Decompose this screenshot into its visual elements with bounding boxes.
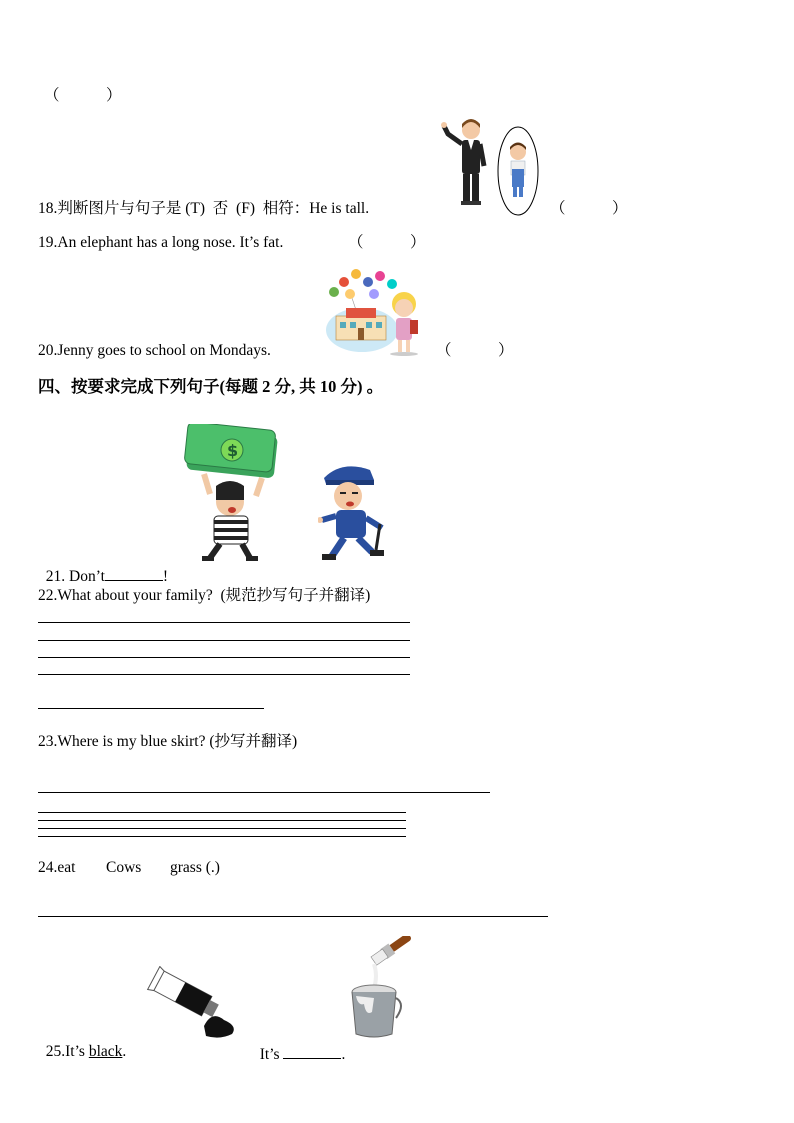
svg-text:$: $ (227, 441, 239, 460)
question-21 (38, 550, 168, 584)
section-4-heading: 四、按要求完成下列句子(每题 2 分, 共 10 分) 。 (38, 377, 384, 396)
q25-blank[interactable] (283, 1044, 341, 1059)
boy-and-man-picture (438, 114, 548, 216)
q24-writing-line[interactable] (38, 916, 548, 917)
q20-answer-paren: （ ） (436, 342, 514, 359)
q24-word-2: Cows (106, 859, 142, 876)
q22-writing-line-2[interactable] (38, 640, 410, 641)
q25-prefix: 25.It’s (45, 1042, 89, 1060)
question-18: 18.判断图片与句子是 (T) 否 (F) 相符：He is tall. (38, 200, 370, 217)
paint-bucket-picture (344, 936, 428, 1042)
paint-tube-picture (142, 966, 242, 1042)
q21-prefix: 21. Don’t (45, 567, 105, 585)
q25-end: . (341, 1045, 346, 1063)
q24-word-1: 24.eat (38, 859, 76, 876)
q24-word-3: grass (.) (170, 859, 220, 876)
q22-writing-line-3[interactable] (38, 657, 410, 658)
q21-suffix: ! (162, 567, 169, 585)
question-23: 23.Where is my blue skirt? (抄写并翻译) (38, 733, 298, 750)
q25-its: It’s (259, 1045, 280, 1063)
question-20: 20.Jenny goes to school on Mondays. (38, 342, 271, 359)
school-girl-picture (322, 268, 432, 358)
question-19: 19.An elephant has a long nose. It’s fat. (38, 234, 284, 251)
q25-period: . (122, 1042, 127, 1060)
q23-writing-line-1[interactable] (38, 792, 490, 793)
policeman-picture (318, 460, 398, 564)
thief-with-money-picture (184, 424, 284, 566)
q25-underlined-word: black (88, 1042, 123, 1060)
q23-writing-line-5[interactable] (38, 836, 406, 837)
question-25 (38, 1028, 126, 1059)
q23-writing-line-4[interactable] (38, 828, 406, 829)
q23-writing-line-3[interactable] (38, 820, 406, 821)
q17-answer-paren: （ ） (44, 87, 122, 104)
q23-writing-line-2[interactable] (38, 812, 406, 813)
q21-blank[interactable] (105, 566, 163, 581)
question-22: 22.What about your family? (规范抄写句子并翻译) (38, 587, 371, 604)
q18-answer-paren: （ ） (550, 200, 628, 217)
q22-writing-line-4[interactable] (38, 674, 410, 675)
q25-answer (252, 1028, 345, 1062)
q22-writing-line-5[interactable] (38, 708, 264, 709)
q22-writing-line-1[interactable] (38, 622, 410, 623)
q19-answer-paren: （ ） (348, 234, 426, 251)
